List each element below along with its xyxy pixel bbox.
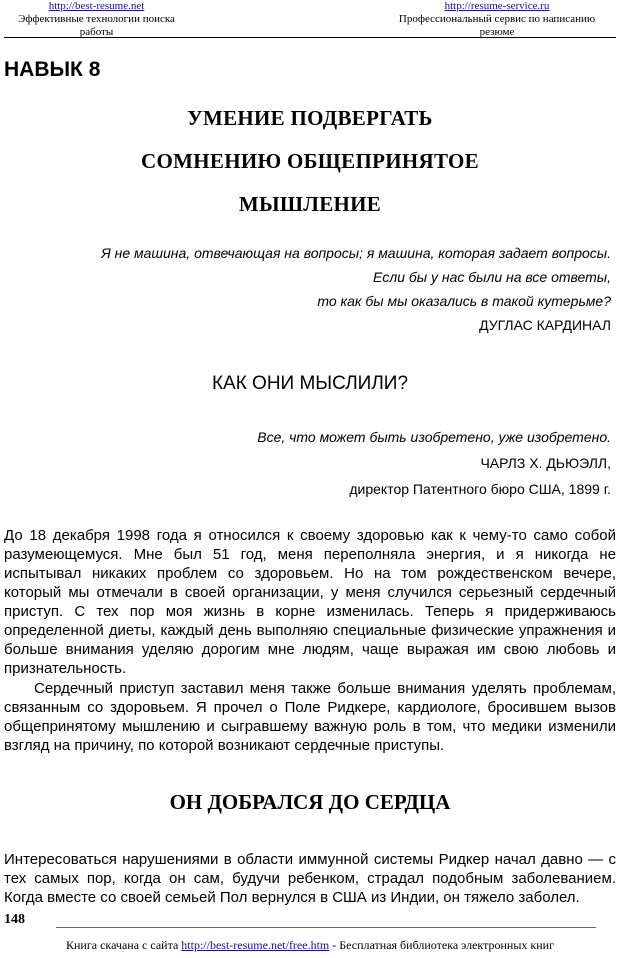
epigraph-line: то как бы мы оказались в такой кутерьме? bbox=[317, 293, 611, 309]
body-paragraph: До 18 декабря 1998 года я относился к своему здоровью как к чему-то само собой разумеющемуся. Мне был 51 год, меня переполняла энергия, и я никогда не испытывал никаких проблем со здоровьем. Но на том рождественском вечере, который мы отмечали в своей организации, у меня случился серьезный сердечный приступ. С тех пор моя жизнь в корне изменилась. Теперь я придерживаюсь определенной диеты, каждый день выполняю специальные физические упражнения и больше внимания уделяю дорогим мне людям, чаще выражая им свою любовь и признательность. bbox=[4, 527, 616, 677]
body-paragraph: Интересоваться нарушениями в области иммунной системы Ридкер начал давно — с тех самых пор, когда он сам, будучи ребенком, страдал подобным заболеванием. Когда вместе со своей семьей Пол вернулся в США из Индии, он тяжело заболел. bbox=[4, 851, 616, 906]
footer-suffix: - Бесплатная библиотека электронных книг bbox=[332, 938, 554, 952]
chapter-title bbox=[0, 97, 620, 226]
epigraph-author: ДУГЛАС КАРДИНАЛ bbox=[479, 317, 611, 333]
epigraph-line: Я не машина, отвечающая на вопросы; я машина, которая задает вопросы. bbox=[101, 245, 611, 261]
header-left-caption: Эффективные технологии поиска работы bbox=[18, 13, 175, 38]
footer-link[interactable]: http://best-resume.net/free.htm bbox=[181, 938, 330, 952]
footer bbox=[0, 938, 620, 953]
epigraph-author: ЧАРЛЗ Х. ДЬЮЭЛЛ, bbox=[480, 455, 611, 471]
epigraph-line: Все, что может быть изобретено, уже изобретено. bbox=[257, 429, 611, 445]
header-right-caption: Профессиональный сервис по написанию резюме bbox=[398, 13, 596, 38]
chapter-title-line: УМЕНИЕ ПОДВЕРГАТЬ bbox=[187, 106, 433, 130]
section-heading: ОН ДОБРАЛСЯ ДО СЕРДЦА bbox=[169, 790, 451, 814]
section-heading: КАК ОНИ МЫСЛИЛИ? bbox=[211, 373, 409, 394]
header-left-link[interactable]: http://best-resume.net bbox=[48, 0, 145, 12]
header-right-link[interactable]: http://resume-service.ru bbox=[444, 0, 550, 12]
header-right bbox=[382, 0, 612, 39]
chapter-title-line: СОМНЕНИЮ ОБЩЕПРИНЯТОЕ bbox=[141, 149, 479, 173]
page-number: 148 bbox=[4, 912, 25, 927]
body-paragraph: Сердечный приступ заставил меня также больше внимания уделять проблемам, связанным со здоровьем. Я прочел о Поле Ридкере, кардиологе, бросившем вызов общепринятому мышлению и сыгравшему важную роль в том, что медики изменили взгляд на причину, по которой возникают сердечные приступы. bbox=[4, 680, 616, 754]
epigraph-line: Если бы у нас были на все ответы, bbox=[373, 269, 611, 285]
epigraph-author-role: директор Патентного бюро США, 1899 г. bbox=[349, 481, 611, 497]
skill-label: НАВЫК 8 bbox=[4, 58, 101, 81]
header-divider bbox=[4, 37, 616, 38]
footer-prefix: Книга скачана с сайта bbox=[66, 938, 179, 952]
chapter-title-line: МЫШЛЕНИЕ bbox=[238, 192, 382, 216]
footer-divider bbox=[56, 927, 596, 928]
header-left bbox=[4, 0, 189, 39]
